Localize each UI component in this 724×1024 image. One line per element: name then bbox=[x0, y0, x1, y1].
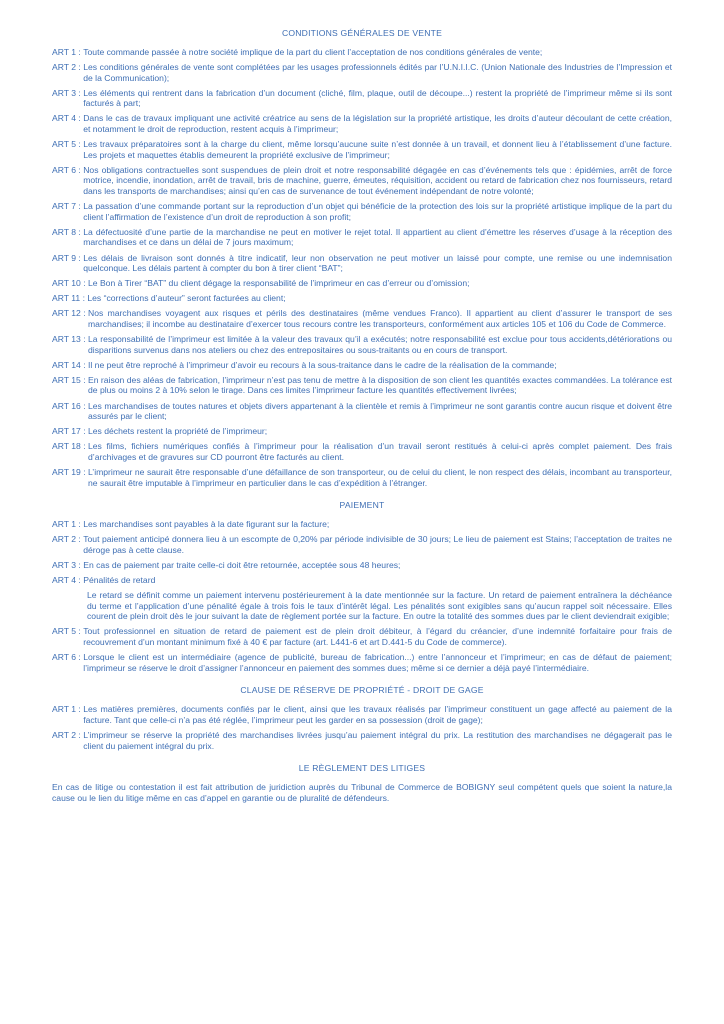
article-number: ART 14 bbox=[52, 359, 81, 370]
article-number: ART 1 bbox=[52, 47, 77, 57]
article-conditions-5: ART 5 : Les travaux préparatoires sont à la charge du client, même lorsqu’aucune suite n’est donnée à un travail, et donnent lieu à l’établissement d’une facture. Les projets et maquettes établis demeurent la propriété exclusive de l’imprimeur; bbox=[52, 139, 672, 160]
article-conditions-13: ART 13 : La responsabilité de l’imprimeur est limitée à la valeur des travaux qu’il a exécutés; notre responsabilité est exclue pour tous accidents,détériorations ou disparitions survenus dans nos ateliers ou chez des entrepositaires ou sous-traitants ou en cours de transport. bbox=[52, 334, 672, 355]
article-text: Les marchandises sont payables à la date figurant sur la facture; bbox=[83, 519, 330, 530]
article-text: L’imprimeur ne saurait être responsable d’une défaillance de son transporteur, ou de celui du client, le non respect des délais, incombant au transporteur, ne saurait être imputable à l’imprimeur en particulier dans le cas d’expédition à l’étranger. bbox=[88, 467, 672, 488]
article-number: ART 10 bbox=[52, 278, 81, 289]
article-text: En raison des aléas de fabrication, l’imprimeur n’est pas tenu de mettre à la disposition de son client les quantités exactes commandées. La tolérance est de plus ou moins 2 à 10% selon le tirage. Dans ces limites l’imprimeur facture les quantités effectivement livrées; bbox=[88, 374, 672, 396]
article-conditions-4: ART 4 : Dans le cas de travaux impliquant une activité créatrice au sens de la législation sur la propriété artistique, les droits d’auteur découlant de cette création, et notamment le droit de reproduction, restent acquis à l’imprimeur; bbox=[52, 113, 672, 135]
article-conditions-19: ART 19 : L’imprimeur ne saurait être responsable d’une défaillance de son transporteur, ou de celui du client, le non respect des délais, incombant au transporteur, ne saurait être imputable à l’imprimeur en particulier dans le cas d’expédition à l’étranger. bbox=[52, 467, 672, 488]
article-number: ART 5 bbox=[52, 139, 77, 150]
article-reserve-2: ART 2 : L’imprimeur se réserve la propriété des marchandises livrées jusqu’au paiement intégral du prix. La restitution des marchandises ne dégagerait pas le client du paiement intégral du prix. bbox=[52, 730, 672, 751]
article-conditions-6: ART 6 : Nos obligations contractuelles sont suspendues de plein droit et notre responsabilité dégagée en cas d’événements tels que : épidémies, arrêt de force motrice, incendie, inondation, arrêt de travail, bris de machine, guerre, émeutes, réquisition, accident ou retard de fabrication chez nos fournisseurs, retard dans les transports de marchandises; ainsi qu’en cas de survenance de tout événement indépendant de notre volonté; bbox=[52, 164, 672, 197]
article-conditions-15: ART 15 : En raison des aléas de fabrication, l’imprimeur n’est pas tenu de mettre à la disposition de son client les quantités exactes commandées. La tolérance est de plus ou moins 2 à 10% selon le tirage. Dans ces limites l’imprimeur facture les quantités effectivement livrées; bbox=[52, 374, 672, 396]
article-number: ART 2 bbox=[52, 730, 77, 740]
section-reserve bbox=[52, 685, 672, 751]
article-paiement-6: ART 6 : Lorsque le client est un intermédiaire (agence de publicité, bureau de fabrication...) entre l’annonceur et l’imprimeur; en cas de défaut de paiement; l’imprimeur se réserve le droit d’assigner l’annonceur en paiement des sommes dues; même si ce dernier a déjà payé l’intermédiaire. bbox=[52, 652, 672, 673]
section-litiges bbox=[52, 763, 672, 803]
article-text: Nos marchandises voyagent aux risques et périls des destinataires (même vendues Franco). Il appartient au client d’assurer le transport de ses marchandises; il incombe au destinataire d’exercer tous recours contre les transporteurs, conformément aux articles 105 et 106 du Code de Commerce. bbox=[88, 308, 672, 329]
article-text: Les marchandises de toutes natures et objets divers appartenant à la clientèle et remis à l’imprimeur ne sont garantis contre aucun risque et doivent être assurés par le client; bbox=[88, 400, 672, 422]
article-text: Tout paiement anticipé donnera lieu à un escompte de 0,20% par période indivisible de 30 jours; Le lieu de paiement est Stains; l’acceptation de traites ne déroge pas à cette clause. bbox=[83, 534, 672, 555]
article-text: Dans le cas de travaux impliquant une activité créatrice au sens de la législation sur la propriété artistique, les droits d’auteur découlant de cette création, et notamment le droit de reproduction, restent acquis à l’imprimeur; bbox=[83, 113, 672, 135]
article-text: Les conditions générales de vente sont complétées par les usages professionnels édités par l’U.N.I.I.C. (Union Nationale des Industries de l’Impression et de la Communication); bbox=[83, 62, 672, 83]
article-text: Les matières premières, documents confiés par le client, ainsi que les travaux réalisés par l’imprimeur constituent un gage affecté au paiement de la facture. Tant que celle-ci n’a pas été réglée, l’imprimeur peut les garder en sa possession (droit de gage); bbox=[83, 704, 672, 725]
article-conditions-7: ART 7 : La passation d’une commande portant sur la reproduction d’un objet qui bénéficie de la protection des lois sur la propriété artistique implique de la part du client l’affirmation de l’existence d’un droit de reproduction à son profit; bbox=[52, 201, 672, 222]
section-title-conditions: CONDITIONS GÉNÉRALES DE VENTE bbox=[281, 28, 443, 38]
article-text: Les “corrections d’auteur” seront facturées au client; bbox=[87, 293, 286, 304]
article-number: ART 1 bbox=[52, 519, 77, 530]
section-title-paiement: PAIEMENT bbox=[339, 500, 385, 511]
section-paiement bbox=[52, 500, 672, 673]
article-paiement-1: ART 1 : Les marchandises sont payables à la date figurant sur la facture; bbox=[52, 519, 672, 530]
article-number: ART 11 bbox=[52, 293, 81, 304]
article-text: La responsabilité de l’imprimeur est limitée à la valeur des travaux qu’il a exécutés; notre responsabilité est exclue pour tous accidents,détériorations ou disparitions survenus dans nos ateliers ou chez des entrepositaires ou sous-traitants ou en cours de transport. bbox=[88, 334, 672, 355]
article-number: ART 3 bbox=[52, 87, 77, 98]
article-text: La défectuosité d’une partie de la marchandise ne peut en motiver le rejet total. Il appartient au client d’émettre les réserves d’usage à la réception des marchandises et ce dans un délai de 7 jours maximum; bbox=[83, 226, 672, 248]
article-text: Tout professionnel en situation de retard de paiement est de plein droit débiteur, à l’égard du créancier, d’une indemnité forfaitaire pour frais de recouvrement d’un montant minimum fixé à 40 € par facture (art. L441-6 et art D.441-5 du Code de commerce). bbox=[83, 626, 672, 648]
article-number: ART 4 bbox=[52, 575, 77, 586]
article-text: La passation d’une commande portant sur la reproduction d’un objet qui bénéficie de la protection des lois sur la propriété artistique implique de la part du client l’affirmation de l’existence d’un droit de reproduction à son profit; bbox=[83, 201, 672, 222]
article-number: ART 19 bbox=[52, 467, 81, 477]
article-text: Toute commande passée à notre société implique de la part du client l’acceptation de nos conditions générales de vente; bbox=[83, 47, 543, 57]
article-conditions-11: ART 11 : Les “corrections d’auteur” seront facturées au client; bbox=[52, 293, 672, 304]
article-text: Il ne peut être reproché à l’imprimeur d’avoir eu recours à la sous-traitance dans le cadre de la réalisation de la commande; bbox=[88, 359, 557, 370]
section-conditions bbox=[52, 28, 672, 488]
article-conditions-16: ART 16 : Les marchandises de toutes natures et objets divers appartenant à la clientèle et remis à l’imprimeur ne sont garantis contre aucun risque et doivent être assurés par le client; bbox=[52, 400, 672, 422]
article-text: Le Bon à Tirer “BAT” du client dégage la responsabilité de l’imprimeur en cas d’erreur ou d’omission; bbox=[88, 278, 470, 289]
article-number: ART 12 bbox=[52, 308, 81, 319]
article-text: Les délais de livraison sont donnés à titre indicatif, leur non observation ne peut motiver un laissé pour compte, une remise ou une indemnisation quelconque. Les délais partent à compter du bon à tirer client “BAT”; bbox=[83, 252, 672, 274]
article-number: ART 2 bbox=[52, 534, 77, 545]
article-number: ART 15 bbox=[52, 374, 81, 385]
article-number: ART 2 bbox=[52, 62, 77, 73]
article-conditions-1: ART 1 : Toute commande passée à notre société implique de la part du client l’acceptation de nos conditions générales de vente; bbox=[52, 47, 672, 58]
article-number: ART 4 bbox=[52, 113, 77, 124]
article-number: ART 17 bbox=[52, 426, 81, 437]
article-conditions-9: ART 9 : Les délais de livraison sont donnés à titre indicatif, leur non observation ne peut motiver un laissé pour compte, une remise ou une indemnisation quelconque. Les délais partent à compter du bon à tirer client “BAT”; bbox=[52, 252, 672, 274]
article-reserve-1: ART 1 : Les matières premières, documents confiés par le client, ainsi que les travaux réalisés par l’imprimeur constituent un gage affecté au paiement de la facture. Tant que celle-ci n’a pas été réglée, l’imprimeur peut les garder en sa possession (droit de gage); bbox=[52, 704, 672, 725]
article-conditions-12: ART 12 : Nos marchandises voyagent aux risques et périls des destinataires (même vendues Franco). Il appartient au client d’assurer le transport de ses marchandises; il incombe au destinataire d’exercer tous recours contre les transporteurs, conformément aux articles 105 et 106 du Code de Commerce. bbox=[52, 308, 672, 329]
article-number: ART 13 bbox=[52, 334, 81, 345]
article-text: Nos obligations contractuelles sont suspendues de plein droit et notre responsabilité dégagée en cas d’événements tels que : épidémies, arrêt de force motrice, incendie, inondation, arrêt de travail, bris de machine, guerre, émeutes, réquisition, accident ou retard de fabrication chez nos fournisseurs, retard dans les transports de marchandises; ainsi qu’en cas de survenance de tout événement indépendant de notre volonté; bbox=[83, 164, 672, 197]
article-number: ART 16 bbox=[52, 400, 81, 411]
article-number: ART 6 bbox=[52, 652, 77, 663]
article-paiement-4-paragraph: Le retard se définit comme un paiement intervenu postérieurement à la date mentionnée sur la facture. Un retard de paiement entraînera la déchéance du terme et l’application d’une pénalité égale à trois fois le taux d’intérêt légal. Les pénalités sont exigibles sans qu’aucun rappel soit nécessaire. Elles courent de plein droit dès le jour suivant la date de règlement portée sur la facture. En outre la totalité des sommes dues par le client deviendrait exigible; bbox=[87, 590, 672, 622]
article-paiement-4: ART 4 : Pénalités de retard bbox=[52, 575, 672, 586]
article-conditions-2: ART 2 : Les conditions générales de vente sont complétées par les usages professionnels édités par l’U.N.I.I.C. (Union Nationale des Industries de l’Impression et de la Communication); bbox=[52, 62, 672, 83]
article-number: ART 8 bbox=[52, 226, 77, 237]
article-number: ART 9 bbox=[52, 252, 77, 263]
article-text: Les éléments qui rentrent dans la fabrication d’un document (cliché, film, plaque, outil de découpe...) restent la propriété de l’imprimeur même si ils sont facturés à part; bbox=[83, 87, 672, 109]
article-number: ART 18 bbox=[52, 441, 81, 452]
article-paiement-3: ART 3 : En cas de paiement par traite celle-ci doit être retournée, acceptée sous 48 heures; bbox=[52, 560, 672, 571]
article-text: En cas de paiement par traite celle-ci doit être retournée, acceptée sous 48 heures; bbox=[83, 559, 401, 570]
article-paiement-2: ART 2 : Tout paiement anticipé donnera lieu à un escompte de 0,20% par période indivisible de 30 jours; Le lieu de paiement est Stains; l’acceptation de traites ne déroge pas à cette clause. bbox=[52, 534, 672, 555]
article-conditions-18: ART 18 : Les films, fichiers numériques confiés à l’imprimeur pour la réalisation d’un travail seront restitués à celui-ci après complet paiement. Des frais d’archivages et de gravures sur CD pourront être facturés au client. bbox=[52, 441, 672, 462]
article-number: ART 7 bbox=[52, 201, 77, 212]
article-number: ART 6 bbox=[52, 164, 77, 175]
article-text: Les déchets restent la propriété de l’imprimeur; bbox=[88, 426, 268, 437]
article-conditions-17: ART 17 : Les déchets restent la propriété de l’imprimeur; bbox=[52, 426, 672, 437]
article-paiement-5: ART 5 : Tout professionnel en situation de retard de paiement est de plein droit débiteur, à l’égard du créancier, d’une indemnité forfaitaire pour frais de recouvrement d’un montant minimum fixé à 40 € par facture (art. L441-6 et art D.441-5 du Code de commerce). bbox=[52, 626, 672, 648]
article-text: Les films, fichiers numériques confiés à l’imprimeur pour la réalisation d’un travail seront restitués à celui-ci après complet paiement. Des frais d’archivages et de gravures sur CD pourront être facturés au client. bbox=[88, 441, 672, 462]
article-conditions-14: ART 14 : Il ne peut être reproché à l’imprimeur d’avoir eu recours à la sous-traitance dans le cadre de la réalisation de la commande; bbox=[52, 360, 672, 371]
article-conditions-8: ART 8 : La défectuosité d’une partie de la marchandise ne peut en motiver le rejet total. Il appartient au client d’émettre les réserves d’usage à la réception des marchandises et ce dans un délai de 7 jours maximum; bbox=[52, 226, 672, 248]
article-number: ART 1 bbox=[52, 704, 77, 715]
section-title-litiges: LE RÈGLEMENT DES LITIGES bbox=[298, 763, 426, 774]
article-text: Lorsque le client est un intermédiaire (agence de publicité, bureau de fabrication...) entre l’annonceur et l’imprimeur; en cas de défaut de paiement; l’imprimeur se réserve le droit d’assigner l’annonceur en paiement des sommes dues; même si ce dernier a déjà payé l’intermédiaire. bbox=[83, 652, 672, 673]
article-conditions-3: ART 3 : Les éléments qui rentrent dans la fabrication d’un document (cliché, film, plaque, outil de découpe...) restent la propriété de l’imprimeur même si ils sont facturés à part; bbox=[52, 87, 672, 109]
section-title-reserve: CLAUSE DE RÉSERVE DE PROPRIÉTÉ - DROIT DE GAGE bbox=[240, 685, 484, 696]
litiges-text: En cas de litige ou contestation il est fait attribution de juridiction auprès du Tribunal de Commerce de BOBIGNY seul compétent quels que soient la nature,la cause ou le lien du litige même en cas d’appel en garantie ou de pluralité de défendeurs. bbox=[52, 782, 672, 803]
article-number: ART 5 bbox=[52, 626, 77, 637]
article-text: Pénalités de retard bbox=[83, 575, 156, 586]
article-text: Les travaux préparatoires sont à la charge du client, même lorsqu’aucune suite n’est donnée à un travail, et donnent lieu à l’établissement d’une facture. Les projets et maquettes établis demeurent la propriété exclusive de l’imprimeur; bbox=[83, 139, 672, 160]
article-conditions-10: ART 10 : Le Bon à Tirer “BAT” du client dégage la responsabilité de l’imprimeur en cas d’erreur ou d’omission; bbox=[52, 278, 672, 289]
article-number: ART 3 bbox=[52, 559, 77, 570]
article-text: L’imprimeur se réserve la propriété des marchandises livrées jusqu’au paiement intégral du prix. La restitution des marchandises ne dégagerait pas le client du paiement intégral du prix. bbox=[83, 730, 672, 751]
